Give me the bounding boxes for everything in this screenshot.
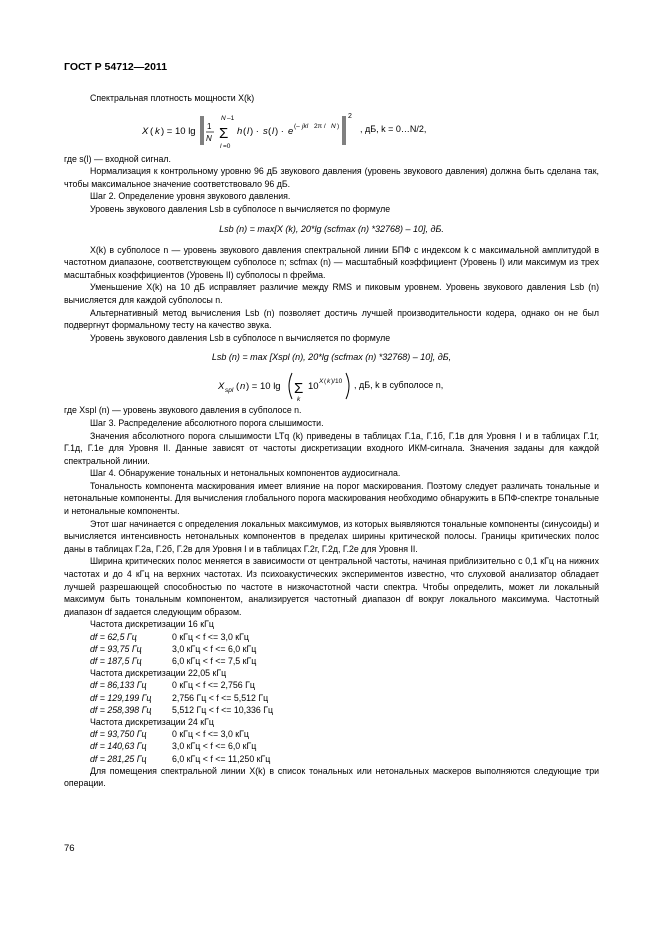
svg-text:)/10: )/10 [331, 378, 343, 386]
sampling-rate-label: Частота дискретизации 16 кГц [90, 619, 214, 630]
df-value: df = 62,5 Гц [90, 631, 137, 642]
svg-text:=0: =0 [223, 142, 231, 150]
page-body [64, 92, 599, 790]
frequency-range: 6,0 кГц < f <= 11,250 кГц [172, 753, 271, 764]
paragraph-xspl-definition: где Xspl (n) — уровень звукового давления в субполосе n. [64, 405, 302, 416]
svg-text:spl: spl [225, 387, 234, 395]
formula-xspl [64, 368, 599, 402]
formula-lsb-max: Lsb (n) = max[X (k), 20*lg (scfmax (n) *32768) – 10], дБ. [219, 223, 444, 234]
df-value: df = 281,25 Гц [90, 753, 147, 764]
sampling-rate-label: Частота дискретизации 24 кГц [90, 717, 214, 728]
df-value: df = 129,199 Гц [90, 692, 152, 703]
formula-power-density [64, 107, 599, 151]
df-value: df = 187,5 Гц [90, 656, 142, 667]
paragraph-critical-bands: Ширина критических полос меняется в зависимости от центральной частоты, начиная приблизительно с 0,1 кГц на нижних частотах и до 4 кГц на верхних частотах. Из психоакустических экспериментов известно, что слуховой анализатор обладает лучшей разрешающей способностью по частоте в низкочастотной части спектра. Чтобы определить, может ли локальный максимум быть тональным компонентом, анализируется частотный диапазон df вокруг локального максимума. Частотный диапазон df задается следующим образом. [64, 556, 599, 617]
formula-xspl-rhs: , дБ, k в субполосе n, [354, 380, 444, 391]
paragraph-threshold-values: Значения абсолютного порога слышимости LTq (k) приведены в таблицах Г.1а, Г.1б, Г.1в для Уровня I и в таблицах Г.1г, Г.1д, Г.1е для Уровня II. Данные зависят от частоты дискретизации входного ИКМ-сигнала. Значения заданы для каждой спектральной линии. [64, 430, 599, 466]
svg-text:e: e [288, 125, 294, 137]
df-value: df = 140,63 Гц [90, 741, 147, 752]
svg-text:N: N [206, 133, 212, 143]
sampling-rate-table [64, 618, 599, 764]
svg-text:Σ: Σ [219, 124, 229, 142]
svg-text:(: ( [324, 378, 327, 386]
paragraph-lsb-formula-intro: Уровень звукового давления Lsb в субполосе n вычисляется по формуле [90, 203, 391, 214]
svg-text:) ·: ) · [250, 125, 259, 137]
paragraph-step3: Шаг 3. Распределение абсолютного порога слышимости. [90, 417, 324, 428]
svg-text:l: l [220, 142, 222, 150]
svg-text:k: k [327, 378, 331, 386]
frequency-range: 5,512 Гц < f <= 10,336 Гц [172, 704, 274, 715]
svg-text:(: ( [268, 125, 272, 137]
svg-text:N: N [221, 114, 226, 122]
frequency-range: 2,756 Гц < f <= 5,512 Гц [172, 692, 269, 703]
frequency-range: 0 кГц < f <= 2,756 Гц [172, 680, 255, 691]
svg-text:2π /: 2π / [314, 122, 326, 130]
svg-text:n: n [240, 381, 246, 393]
paragraph-step2: Шаг 2. Определение уровня звукового давления. [90, 191, 291, 202]
svg-text:(: ( [150, 125, 154, 137]
svg-text:X: X [319, 378, 324, 386]
paragraph-spectral-density: Спектральная плотность мощности X(k) [90, 93, 255, 103]
svg-text:h: h [237, 125, 243, 137]
svg-text:(: ( [236, 381, 240, 393]
df-value: df = 86,133 Гц [90, 680, 147, 691]
sampling-rate-label: Частота дискретизации 22,05 кГц [90, 668, 227, 679]
svg-text:k: k [155, 125, 160, 137]
df-value: df = 93,750 Гц [90, 729, 147, 740]
svg-text:10: 10 [308, 381, 319, 393]
svg-text:k: k [297, 396, 301, 403]
svg-text:) = 10 lg: ) = 10 lg [161, 125, 196, 137]
svg-text:N: N [331, 122, 336, 130]
df-value: df = 93,75 Гц [90, 643, 142, 654]
svg-text:) = 10 lg: ) = 10 lg [246, 381, 281, 393]
svg-text:(: ( [243, 125, 247, 137]
svg-text:(–: (– [294, 122, 300, 130]
frequency-range: 0 кГц < f <= 3,0 кГц [172, 631, 249, 642]
formula-power-density-rhs: , дБ, k = 0…N/2, [360, 123, 427, 134]
paragraph-masker-operations: Для помещения спектральной линии X(k) в список тональных или нетональных маскеров выполняются следующие три операции. [64, 765, 599, 789]
paragraph-alternative-method: Альтернативный метод вычисления Lsb (n) позволяет достичь лучшей производительности кодера, однако он не был подвергнут формальному тесту на качество звука. [64, 307, 599, 331]
frequency-range: 3,0 кГц < f <= 6,0 кГц [172, 643, 257, 654]
svg-text:jkl: jkl [302, 122, 309, 130]
svg-text:l: l [272, 125, 275, 137]
svg-text:–1: –1 [227, 114, 235, 122]
svg-text:) ·: ) · [275, 125, 284, 137]
df-value: df = 258,398 Гц [90, 704, 152, 715]
frequency-range: 0 кГц < f <= 3,0 кГц [172, 729, 249, 740]
document-header: ГОСТ Р 54712—2011 [64, 61, 168, 73]
svg-text:s: s [263, 125, 268, 137]
frequency-range: 3,0 кГц < f <= 6,0 кГц [172, 741, 257, 752]
svg-text:X: X [142, 125, 149, 137]
formula-power-density-graphic [122, 107, 542, 151]
paragraph-tonality: Тональность компонента маскирования имеет влияние на порог маскирования. Поэтому следует различать тональные и нетональные компоненты. Для вычисления глобального порога маскирования необходимо обнаружить в БПФ-спектре тональные и нетональные компоненты. [64, 480, 599, 517]
formula-lsb-xspl: Lsb (n) = max [Xspl (n), 20*lg (scfmax (n) *32768) – 10], дБ, [211, 352, 452, 363]
svg-text:): ) [337, 122, 340, 130]
paragraph-rms-reduction: Уменьшение X(k) на 10 дБ исправляет различие между RMS и пиковым уровнем. Уровень звукового давления Lsb (n) вычисляется для каждой субполосы n. [64, 282, 599, 305]
svg-text:2: 2 [348, 112, 352, 120]
svg-text:1: 1 [207, 121, 212, 131]
paragraph-xk-definition: X(k) в субполосе n — уровень звукового давления спектральной линии БПФ с индексом k с максимальной амплитудой в частотном диапазоне, соответствующем субполосе n; scfmax (n) — масштабный коэффициент (Уровень I) или максимум из трех масштабных коэффициентов (Уровень II) субполосы n фрейма. [64, 244, 599, 280]
svg-text:X: X [218, 381, 225, 393]
paragraph-local-maxima: Этот шаг начинается с определения локальных максимумов, из которых выявляются тональные компоненты (синусоиды) и вычисляется интенсивность нетональных компонентов в пределах ширины критической полосы. Границы критических полос даны в таблицах Г.2а, Г.2б, Г.2в для Уровня I и в таблицах Г.2г, Г.2д, Г.2е для Уровня II. [64, 518, 599, 554]
svg-text:Σ: Σ [294, 380, 304, 398]
paragraph-normalization: Нормализация к контрольному уровню 96 дБ звукового давления (уровень звукового давления) должна быть сделана так, чтобы максимальное значение соответствовало 96 дБ. [64, 166, 599, 189]
paragraph-step4: Шаг 4. Обнаружение тональных и нетональных компонентов аудиосигнала. [90, 468, 401, 479]
paragraph-lsb-formula-intro-2: Уровень звукового давления Lsb в субполосе n вычисляется по формуле [90, 332, 391, 343]
page-number: 76 [64, 843, 75, 854]
paragraph-input-signal: где s(l) — входной сигнал. [64, 153, 171, 164]
frequency-range: 6,0 кГц < f <= 7,5 кГц [172, 656, 257, 667]
svg-text:l: l [247, 125, 250, 137]
